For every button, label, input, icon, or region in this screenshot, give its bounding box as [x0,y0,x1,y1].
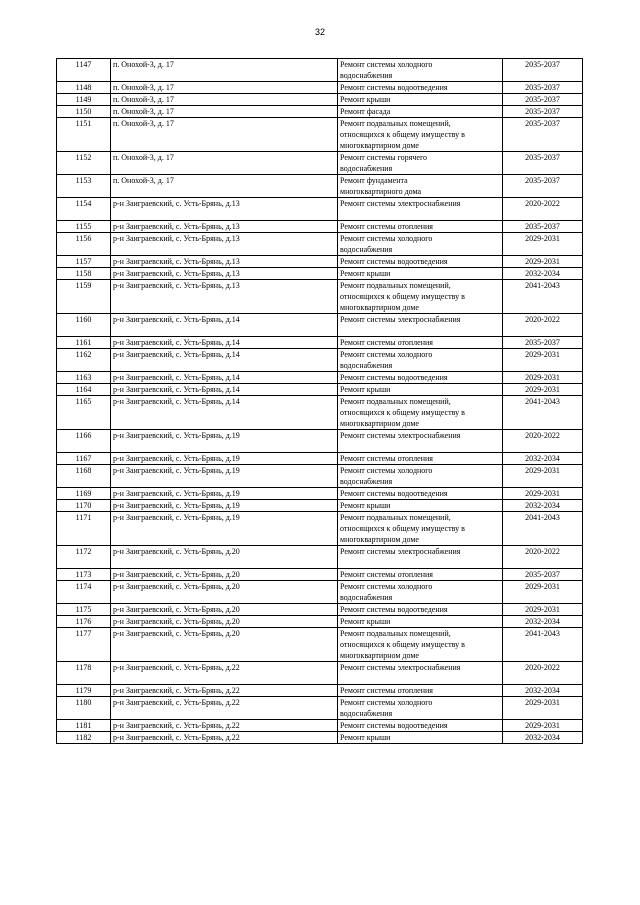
period-cell: 2041-2043 [503,512,583,546]
row-number: 1179 [57,685,111,697]
work-type-line: водоснабжения [340,593,393,602]
period-cell: 2029-2031 [503,256,583,268]
work-type-cell [338,221,503,233]
work-type-line: Ремонт системы водоотведения [340,489,448,498]
row-number: 1172 [57,546,111,569]
row-number: 1174 [57,581,111,604]
work-type-cell [338,569,503,581]
work-type-cell [338,546,503,569]
table-row [57,604,583,616]
table-row [57,82,583,94]
work-type-line: Ремонт системы холодного [340,234,433,243]
work-type-cell [338,349,503,372]
table-row [57,546,583,569]
work-type-cell [338,94,503,106]
work-type-cell [338,453,503,465]
address-cell: п. Онохой-3, д. 17 [111,118,338,152]
work-type-line: Ремонт подвальных помещений, [340,281,451,290]
period-cell: 2029-2031 [503,488,583,500]
row-number: 1170 [57,500,111,512]
work-type-line: относящихся к общему имуществу в [340,640,465,649]
work-type-line: Ремонт крыши [340,269,391,278]
address-cell: р-н Заиграевский, с. Усть-Брянь, д.22 [111,720,338,732]
work-type-line: Ремонт системы холодного [340,350,433,359]
address-cell: р-н Заиграевский, с. Усть-Брянь, д.22 [111,685,338,697]
work-type-line: многоквартирном доме [340,419,419,428]
row-number: 1157 [57,256,111,268]
table-row [57,221,583,233]
work-type-line [340,557,500,568]
work-type-cell [338,175,503,198]
period-cell: 2032-2034 [503,268,583,280]
table-row [57,118,583,152]
row-number: 1153 [57,175,111,198]
address-cell: р-н Заиграевский, с. Усть-Брянь, д.14 [111,349,338,372]
address-cell: п. Онохой-3, д. 17 [111,152,338,175]
table-row [57,372,583,384]
period-cell: 2041-2043 [503,628,583,662]
table-row [57,268,583,280]
work-type-line: водоснабжения [340,709,393,718]
row-number: 1175 [57,604,111,616]
row-number: 1165 [57,396,111,430]
work-type-cell [338,118,503,152]
table-row [57,500,583,512]
table-row [57,152,583,175]
page-number: 32 [314,27,325,37]
period-cell: 2029-2031 [503,233,583,256]
work-type-cell [338,581,503,604]
row-number: 1152 [57,152,111,175]
work-type-line: Ремонт системы отопления [340,338,433,347]
work-type-cell [338,697,503,720]
work-type-cell [338,384,503,396]
address-cell: р-н Заиграевский, с. Усть-Брянь, д.14 [111,396,338,430]
work-type-line: Ремонт крыши [340,95,391,104]
work-type-line: относящихся к общему имуществу в [340,408,465,417]
row-number: 1149 [57,94,111,106]
work-type-line: Ремонт системы отопления [340,686,433,695]
work-type-line [340,325,500,336]
period-cell: 2020-2022 [503,314,583,337]
period-cell: 2041-2043 [503,280,583,314]
address-cell: р-н Заиграевский, с. Усть-Брянь, д.19 [111,430,338,453]
row-number: 1160 [57,314,111,337]
row-number: 1156 [57,233,111,256]
period-cell: 2035-2037 [503,118,583,152]
table-row [57,198,583,221]
period-cell: 2035-2037 [503,152,583,175]
work-type-cell [338,616,503,628]
period-cell: 2020-2022 [503,546,583,569]
work-type-line: Ремонт системы отопления [340,454,433,463]
work-type-line: Ремонт системы холодного [340,466,433,475]
table-row [57,720,583,732]
work-type-line: Ремонт системы водоотведения [340,373,448,382]
work-type-cell [338,488,503,500]
table-row [57,488,583,500]
work-type-line: Ремонт фасада [340,107,391,116]
period-cell: 2020-2022 [503,662,583,685]
address-cell: р-н Заиграевский, с. Усть-Брянь, д.20 [111,604,338,616]
period-cell: 2029-2031 [503,349,583,372]
work-type-line: водоснабжения [340,477,393,486]
work-type-line: водоснабжения [340,361,393,370]
work-type-line: Ремонт системы холодного [340,582,433,591]
table-row [57,337,583,349]
work-type-line: Ремонт системы водоотведения [340,721,448,730]
work-type-line: Ремонт системы отопления [340,570,433,579]
work-type-line: Ремонт системы отопления [340,222,433,231]
work-type-cell [338,337,503,349]
table-row [57,662,583,685]
row-number: 1161 [57,337,111,349]
work-type-line: Ремонт системы водоотведения [340,605,448,614]
work-type-cell [338,152,503,175]
address-cell: р-н Заиграевский, с. Усть-Брянь, д.13 [111,221,338,233]
period-cell: 2029-2031 [503,581,583,604]
row-number: 1180 [57,697,111,720]
table-row [57,175,583,198]
address-cell: р-н Заиграевский, с. Усть-Брянь, д.19 [111,512,338,546]
work-type-line: относящихся к общему имуществу в [340,524,465,533]
period-cell: 2035-2037 [503,175,583,198]
period-cell: 2032-2034 [503,616,583,628]
work-type-line: многоквартирном доме [340,303,419,312]
table-row [57,697,583,720]
work-type-cell [338,512,503,546]
period-cell: 2032-2034 [503,453,583,465]
work-type-line: водоснабжения [340,245,393,254]
address-cell: р-н Заиграевский, с. Усть-Брянь, д.13 [111,268,338,280]
table-row [57,453,583,465]
address-cell: р-н Заиграевский, с. Усть-Брянь, д.19 [111,488,338,500]
period-cell: 2032-2034 [503,685,583,697]
row-number: 1162 [57,349,111,372]
work-type-line: водоснабжения [340,164,393,173]
address-cell: р-н Заиграевский, с. Усть-Брянь, д.13 [111,280,338,314]
address-cell: р-н Заиграевский, с. Усть-Брянь, д.19 [111,500,338,512]
period-cell: 2029-2031 [503,465,583,488]
row-number: 1168 [57,465,111,488]
table-row [57,280,583,314]
work-type-cell [338,465,503,488]
period-cell: 2035-2037 [503,106,583,118]
address-cell: р-н Заиграевский, с. Усть-Брянь, д.14 [111,372,338,384]
table-body [57,59,583,744]
work-type-cell [338,732,503,744]
table-row [57,384,583,396]
table-row [57,628,583,662]
table-row [57,94,583,106]
table-row [57,349,583,372]
work-type-line: водоснабжения [340,71,393,80]
address-cell: р-н Заиграевский, с. Усть-Брянь, д.22 [111,732,338,744]
work-type-line: Ремонт системы водоотведения [340,257,448,266]
address-cell: р-н Заиграевский, с. Усть-Брянь, д.22 [111,662,338,685]
table-row [57,512,583,546]
row-number: 1181 [57,720,111,732]
address-cell: р-н Заиграевский, с. Усть-Брянь, д.20 [111,569,338,581]
row-number: 1171 [57,512,111,546]
address-cell: р-н Заиграевский, с. Усть-Брянь, д.14 [111,314,338,337]
table-row [57,685,583,697]
period-cell: 2032-2034 [503,500,583,512]
address-cell: р-н Заиграевский, с. Усть-Брянь, д.13 [111,256,338,268]
work-type-line: Ремонт подвальных помещений, [340,629,451,638]
row-number: 1159 [57,280,111,314]
work-type-line: Ремонт системы электроснабжения [340,315,461,324]
period-cell: 2035-2037 [503,82,583,94]
table-row [57,256,583,268]
work-type-cell [338,604,503,616]
work-type-line: относящихся к общему имуществу в [340,292,465,301]
address-cell: п. Онохой-3, д. 17 [111,106,338,118]
period-cell: 2035-2037 [503,337,583,349]
work-type-line: Ремонт крыши [340,385,391,394]
row-number: 1164 [57,384,111,396]
address-cell: р-н Заиграевский, с. Усть-Брянь, д.20 [111,581,338,604]
work-type-line: Ремонт системы водоотведения [340,83,448,92]
table-row [57,569,583,581]
row-number: 1154 [57,198,111,221]
row-number: 1158 [57,268,111,280]
address-cell: р-н Заиграевский, с. Усть-Брянь, д.20 [111,628,338,662]
work-type-cell [338,314,503,337]
work-type-line: многоквартирном доме [340,535,419,544]
table-row [57,581,583,604]
address-cell: р-н Заиграевский, с. Усть-Брянь, д.19 [111,465,338,488]
work-type-cell [338,685,503,697]
period-cell: 2029-2031 [503,720,583,732]
address-cell: п. Онохой-3, д. 17 [111,175,338,198]
period-cell: 2035-2037 [503,94,583,106]
work-type-line: многоквартирного дома [340,187,422,196]
address-cell: п. Онохой-3, д. 17 [111,82,338,94]
work-type-line: многоквартирном доме [340,141,419,150]
work-type-cell [338,233,503,256]
period-cell: 2029-2031 [503,697,583,720]
table-row [57,465,583,488]
period-cell: 2020-2022 [503,430,583,453]
work-type-line: Ремонт системы электроснабжения [340,431,461,440]
row-number: 1150 [57,106,111,118]
work-type-line: Ремонт системы электроснабжения [340,199,461,208]
period-cell: 2032-2034 [503,732,583,744]
table-row [57,430,583,453]
work-type-line: Ремонт системы холодного [340,60,433,69]
work-type-cell [338,372,503,384]
work-type-cell [338,268,503,280]
table-row [57,314,583,337]
row-number: 1178 [57,662,111,685]
table-row [57,106,583,118]
work-type-line [340,209,500,220]
work-type-cell [338,396,503,430]
row-number: 1173 [57,569,111,581]
work-type-line: Ремонт системы электроснабжения [340,547,461,556]
work-type-line: Ремонт подвальных помещений, [340,513,451,522]
work-type-cell [338,662,503,685]
work-type-line: Ремонт фундамента [340,176,408,185]
work-type-line: многоквартирном доме [340,651,419,660]
period-cell: 2029-2031 [503,604,583,616]
period-cell: 2029-2031 [503,384,583,396]
work-type-cell [338,82,503,94]
address-cell: р-н Заиграевский, с. Усть-Брянь, д.22 [111,697,338,720]
work-type-cell [338,106,503,118]
period-cell: 2020-2022 [503,198,583,221]
address-cell: р-н Заиграевский, с. Усть-Брянь, д.14 [111,384,338,396]
row-number: 1177 [57,628,111,662]
work-type-line [340,441,500,452]
row-number: 1182 [57,732,111,744]
address-cell: п. Онохой-3, д. 17 [111,59,338,82]
table-row [57,396,583,430]
row-number: 1151 [57,118,111,152]
work-type-cell [338,628,503,662]
work-type-cell [338,430,503,453]
row-number: 1176 [57,616,111,628]
period-cell: 2029-2031 [503,372,583,384]
address-cell: р-н Заиграевский, с. Усть-Брянь, д.19 [111,453,338,465]
address-cell: р-н Заиграевский, с. Усть-Брянь, д.20 [111,546,338,569]
table-row [57,59,583,82]
work-type-line: относящихся к общему имуществу в [340,130,465,139]
work-type-cell [338,59,503,82]
work-type-cell [338,720,503,732]
period-cell: 2035-2037 [503,569,583,581]
work-type-line: Ремонт крыши [340,733,391,742]
work-type-cell [338,198,503,221]
work-type-cell [338,256,503,268]
row-number: 1148 [57,82,111,94]
address-cell: п. Онохой-3, д. 17 [111,94,338,106]
work-type-line: Ремонт системы горячего [340,153,428,162]
address-cell: р-н Заиграевский, с. Усть-Брянь, д.13 [111,198,338,221]
work-type-line: Ремонт системы холодного [340,698,433,707]
work-type-line: Ремонт крыши [340,501,391,510]
work-type-cell [338,500,503,512]
work-type-line: Ремонт подвальных помещений, [340,397,451,406]
row-number: 1147 [57,59,111,82]
work-type-line: Ремонт подвальных помещений, [340,119,451,128]
row-number: 1167 [57,453,111,465]
row-number: 1169 [57,488,111,500]
row-number: 1155 [57,221,111,233]
table-row [57,616,583,628]
address-cell: р-н Заиграевский, с. Усть-Брянь, д.20 [111,616,338,628]
work-type-cell [338,280,503,314]
table-row [57,732,583,744]
work-type-line: Ремонт крыши [340,617,391,626]
work-type-line [340,673,500,684]
row-number: 1163 [57,372,111,384]
repair-schedule-table [56,58,583,744]
period-cell: 2035-2037 [503,221,583,233]
row-number: 1166 [57,430,111,453]
table-row [57,233,583,256]
address-cell: р-н Заиграевский, с. Усть-Брянь, д.13 [111,233,338,256]
period-cell: 2035-2037 [503,59,583,82]
period-cell: 2041-2043 [503,396,583,430]
address-cell: р-н Заиграевский, с. Усть-Брянь, д.14 [111,337,338,349]
work-type-line: Ремонт системы электроснабжения [340,663,461,672]
